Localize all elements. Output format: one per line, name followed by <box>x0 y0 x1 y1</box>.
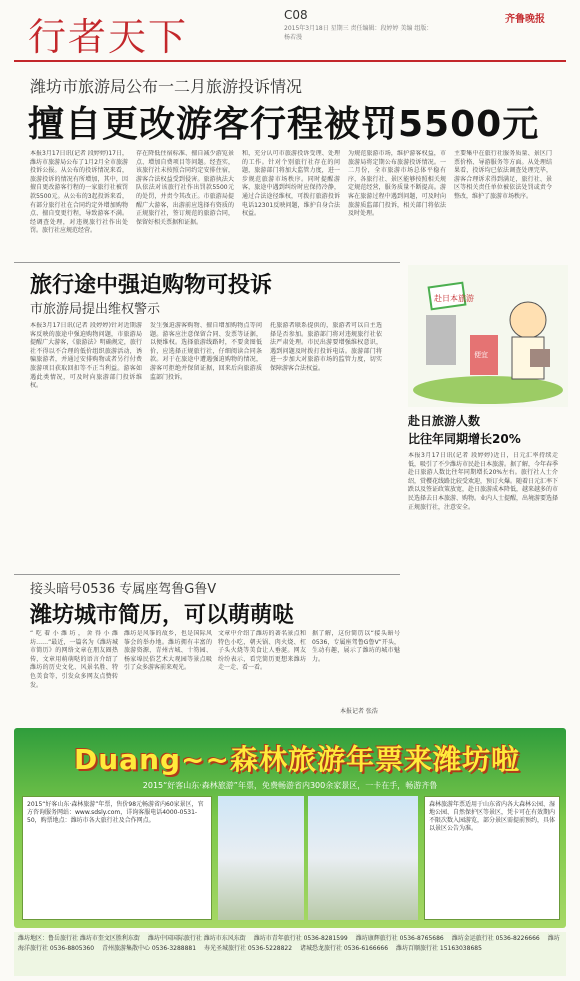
story2-col2: 发生强迫游客购物、擅自增加购物点等问题。游客应注意保留合同、发票等证据，以便维权。选择旅游线路时，不要贪图低价，应选择正规旅行社，仔细阅读合同条款。对于在旅途中遭遇强迫购物的情况，游客可拒绝并保留证据，回来后向旅游质监部门投诉。 <box>150 322 262 381</box>
page-number: C08 <box>284 8 308 22</box>
footer-item: 青州旅游集散中心 0536-3288881 <box>102 945 197 952</box>
sidebar-headline-1: 赴日旅游人数 <box>408 414 481 428</box>
story2-col1: 本报3月17日讯(记者 段婷婷)针对近期游客反映的旅途中强迫购物问题，市旅游局提醒广大游客，《旅游法》明确规定，旅行社不得以不合理的低价组织旅游活动，诱骗旅游者，并通过安排购物或者另行付费旅游项目获取回扣等不正当利益。游客如遇此类情况，可及时向旅游部门投诉维权。 <box>30 322 142 390</box>
ad-footer-contacts <box>14 932 566 976</box>
section-divider <box>14 262 400 263</box>
story3-col3: 文章中介绍了潍坊的著名景点和特色小吃，朝天锅、肉火烧、杠子头火烧等美食让人垂涎。网友纷纷表示，看完简历更想来潍坊走一走、看一看。 <box>218 630 306 672</box>
story3-headline: 潍坊城市简历，可以萌萌哒 <box>30 603 295 628</box>
footer-item: 潍坊百顺旅行社 15163038685 <box>396 945 482 952</box>
illus-price-label: 便宜 <box>474 351 488 359</box>
footer-item: 潍坊市青年旅行社 0536-8281599 <box>253 935 348 942</box>
footer-item: 潍坊中国国际旅行社 潍坊市东风东街 <box>147 935 246 942</box>
ad-subtitle: 2015“好客山东·森林旅游”年票，免费畅游省内300余家景区，一卡在手，畅游齐鲁 <box>142 781 438 790</box>
story1-col3: 和，充分认可市旅游投诉受理、处理的工作。针对个别旅行社存在的问题，旅游部门将加大监管力度，进一步规范旅游市场秩序。同时提醒游客，旅途中遇到纠纷时应保持冷静，通过合法途径维权，可拨打旅游投诉电话12301反映问题，维护自身合法权益。 <box>242 150 340 218</box>
ad-title: Duang~~森林旅游年票来潍坊啦 <box>74 743 520 776</box>
footer-item: 潍坊海洋旅行社 0536-8805360 <box>18 935 560 952</box>
story3-kicker: 接头暗号0536 专属座驾鲁G鲁V <box>30 582 217 597</box>
story2-col3: 托旅游者联系提供的，旅游者可以自主选择是否参加。旅游部门将对违规旅行社依法严肃处理。市民出游要增强维权意识，遇到问题及时拨打投诉电话。旅游部门将进一步加大对旅游市场的监管力度，切实保障游客合法权益。 <box>270 322 382 372</box>
forest-ticket-ad <box>14 728 566 928</box>
illus-sign-text: 赴日本旅游 <box>434 294 474 303</box>
story3-col1: “吃着小潍坊，舍得小潍坊……”最近，一篇名为《潍坊城市简历》的网络文章在朋友圈热传，文章用萌萌哒的语言介绍了潍坊的历史文化、风景名胜、特色美食等，引发众多网友点赞转发。 <box>30 630 118 689</box>
sidebar-body: 本报3月17日讯(记者 段婷婷)近日，日元汇率持续走低，吸引了不少潍坊市民赴日本旅游。据了解，今年春季赴日旅游人数比往年同期增长20%左右。旅行社人士介绍，赏樱花线路比较受欢迎，预订火爆。随着日元汇率下跌以及签证政策放宽，赴日旅游成本降低，越来越多的市民选择去日本旅游、购物。业内人士提醒，出境游要选择正规旅行社，注意安全。 <box>408 452 558 511</box>
footer-item: 寿光圣城旅行社 0536-5228822 <box>204 945 293 952</box>
footer-item: 潍坊康辉旅行社 0536-8765686 <box>355 935 444 942</box>
japan-travel-illustration <box>408 265 568 407</box>
masthead-rule <box>14 60 566 62</box>
ad-photo-tickets <box>218 796 304 920</box>
section-title: 行者天下 <box>28 15 189 59</box>
footer-item: 潍坊金运旅行社 0536-8226666 <box>451 935 540 942</box>
story3-col2: 潍坊是风筝的故乡，也是国际风筝会的举办地。潍坊拥有丰富的旅游资源，青州古城、十笏园、杨家埠民俗艺术大观园等景点吸引了众多游客前来观光。 <box>124 630 212 672</box>
story2-subhead: 市旅游局提出维权警示 <box>30 302 161 317</box>
ad-card-info: 2015“好客山东·森林旅游”年票，售价98元畅游省内60家景区，官方咨询服务网站：www.sdsly.com，详询客服电话4000-0531-50，购票地点：潍坊市各大旅行社及合作网点。 <box>22 796 212 920</box>
section-divider-2 <box>14 574 400 575</box>
page-meta: 2015年3月18日 星期三 责任编辑：段婷婷 美编 组版：杨若漫 <box>284 25 433 41</box>
newspaper-logo: 齐鲁晚报 <box>505 14 545 25</box>
story1-subhead: 潍坊市旅游局公布一二月旅游投诉情况 <box>30 77 303 96</box>
footer-item: 潍坊地区：鲁岳旅行社 潍坊市奎文区胜利东街 <box>18 935 140 942</box>
ad-photo-bus <box>308 796 418 920</box>
story1-col4: 为规范旅游市场，维护游客权益，市旅游局将定期公布旅游投诉情况。一二月份，全市旅游市场总体平稳有序，各旅行社、景区能够按照相关规定规范经营，服务质量不断提高。游客在旅游过程中遇到问题，可及时向旅游质监部门投诉，相关部门将依法及时处理。 <box>348 150 446 218</box>
ad-card-notes: 森林旅游年票适用于山东省内各大森林公园、湿地公园、自然保护区等景区，凭卡可在有效期内不限次数入园游览，部分景区需提前预约，具体以景区公告为准。 <box>424 796 560 920</box>
story1-headline: 擅自更改游客行程被罚5500元 <box>28 104 540 145</box>
story1-col5: 主要集中在旅行社服务质量、景区门票价格、导游服务等方面。从处理结果看，投诉均已依法调查处理完毕，游客合理诉求得到满足，旅行社、景区等相关责任单位被依法处罚或责令整改，维护了旅游市场秩序。 <box>454 150 552 200</box>
story3-byline: 本报记者 张浩 <box>340 708 378 715</box>
story2-headline: 旅行途中强迫购物可投诉 <box>30 273 273 298</box>
story3-col4: 据了解，这份简历以“接头暗号0536，专属座驾鲁G鲁V”开头，生动有趣，展示了潍坊的城市魅力。 <box>312 630 400 663</box>
story1-col1: 本报3月17日讯(记者 段婷婷)17日，潍坊市旅游局公布了1月2月全市旅游投诉公报。从公布的投诉情况来看，旅游投诉的情况有所增加，其中，因擅自更改游客行程的一家旅行社被罚款5500元。从公布的3起投诉来看，有部分旅行社在合同约定外增加购物点、擅自变更行程，导致游客不满。经调查处理，对违规旅行社作出处罚。旅行社应规范经营。 <box>30 150 128 235</box>
story1-col2: 存在降低住宿标准、擅自减少游览景点、增加自费项目等问题。经查实，该旅行社未按照合同约定安排住宿，游客合法权益受到侵害。旅游执法大队依法对该旅行社作出罚款5500元的处罚，并责令其改正。市旅游局提醒广大游客，出游前应选择有资质的正规旅行社，签订规范的旅游合同，保留好相关票据和证据。 <box>136 150 234 226</box>
sidebar-headline-2: 比往年同期增长20% <box>408 432 521 446</box>
footer-item: 诸城恐龙旅行社 0536-6166666 <box>300 945 389 952</box>
